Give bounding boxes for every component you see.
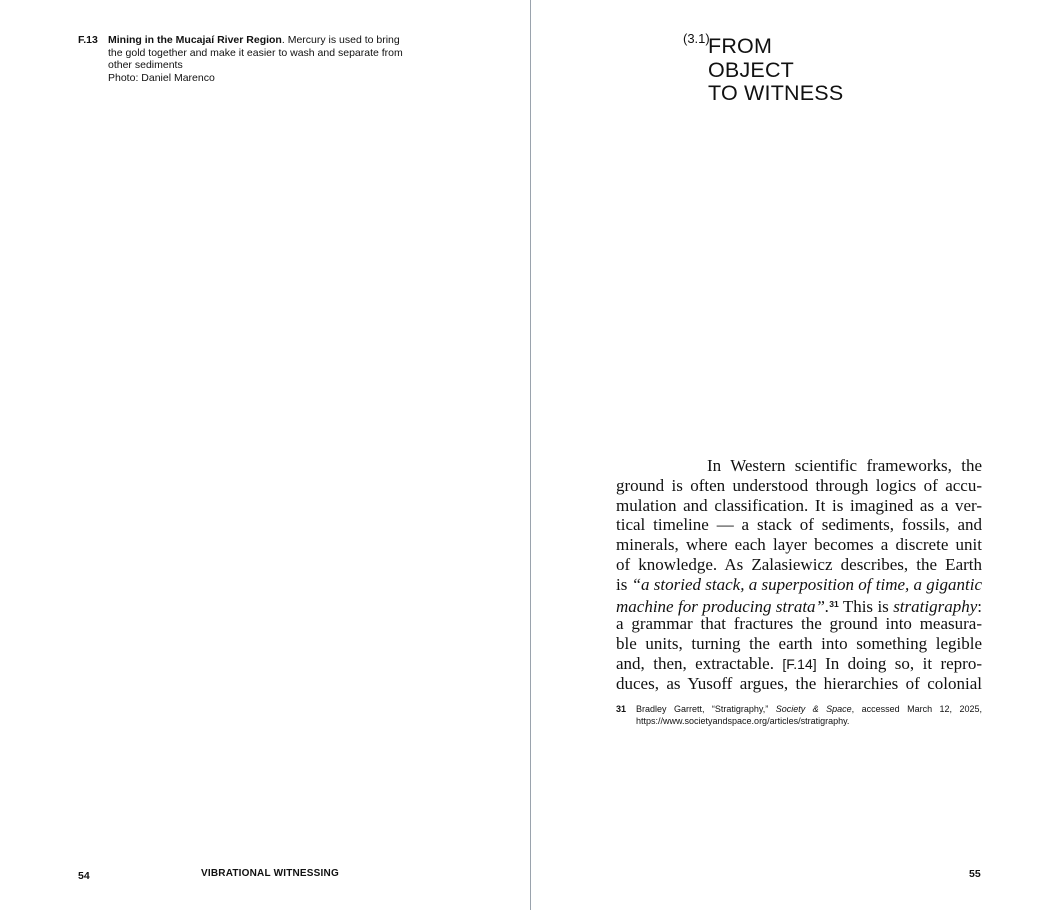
body-line: tical timeline — a stack of sediments, fossils, and: [616, 515, 982, 535]
body-text: and, then, extractable.: [616, 653, 783, 673]
body-line: minerals, where each layer becomes a discrete unit: [616, 535, 982, 555]
caption-figure-id: F.13: [78, 34, 98, 46]
section-title-line-2: OBJECT: [708, 57, 795, 82]
caption-title: Mining in the Mucajaí River Region: [108, 34, 282, 46]
body-line: mulation and classification. It is imagined as a ver-: [616, 495, 982, 515]
body-text: is: [616, 574, 632, 594]
page-number-left: 54: [78, 870, 90, 882]
figure-reference[interactable]: [F.14]: [782, 655, 817, 672]
caption-line-1-text: . Mercury is used to bring: [281, 34, 400, 46]
footnote: [616, 704, 982, 727]
quote-text: “a storied stack, a superposition of time, a gigantic: [631, 574, 982, 594]
body-paragraph: [616, 456, 982, 694]
body-line: ground is often understood through logics of accu-: [616, 475, 982, 495]
body-line: [616, 595, 982, 615]
footnote-url[interactable]: https://www.societyandspace.org/articles/stratigraphy.: [636, 715, 850, 726]
footnote-text: , accessed March 12, 2025,: [851, 704, 983, 714]
section-title-line-3: TO WITNESS: [708, 81, 844, 105]
caption-line-3: other sediments: [108, 59, 183, 72]
body-line: [616, 654, 982, 674]
caption-credit: Photo: Daniel Marenco: [108, 71, 215, 84]
caption-line-2: the gold together and make it easier to wash and separate from: [108, 46, 403, 59]
footnote-marker[interactable]: 31: [829, 598, 839, 609]
section-number: (3.1): [683, 31, 710, 46]
body-line: In Western scientific frameworks, the: [707, 456, 982, 475]
section-title: [708, 35, 843, 106]
footnote-line-1: [636, 704, 982, 716]
emphasis-text: stratigraphy: [893, 596, 978, 616]
body-text: This is: [838, 596, 894, 616]
footnote-number: 31: [616, 704, 627, 714]
body-text: In doing so, it repro-: [816, 653, 983, 673]
right-page: [531, 0, 1060, 910]
footnote-body: [636, 704, 982, 727]
footnote-text: Bradley Garrett, “Stratigraphy,”: [636, 704, 776, 714]
caption-line-1: [108, 34, 458, 47]
quote-text: machine for producing strata”.: [616, 596, 830, 616]
body-line: ble units, turning the earth into something legible: [616, 634, 982, 654]
body-line: of knowledge. As Zalasiewicz describes, the Earth: [616, 554, 982, 574]
body-line: a grammar that fractures the ground into measura-: [616, 614, 982, 634]
running-title: VIBRATIONAL WITNESSING: [201, 868, 339, 879]
body-line: [616, 575, 982, 595]
body-text: :: [977, 596, 982, 616]
caption-body: [108, 34, 458, 84]
footnote-source: Society & Space: [775, 704, 852, 714]
section-title-line-1: FROM: [708, 34, 773, 58]
body-line: duces, as Yusoff argues, the hierarchies of colonial: [616, 673, 982, 693]
figure-caption: [78, 34, 458, 84]
page-number-right: 55: [969, 868, 981, 880]
